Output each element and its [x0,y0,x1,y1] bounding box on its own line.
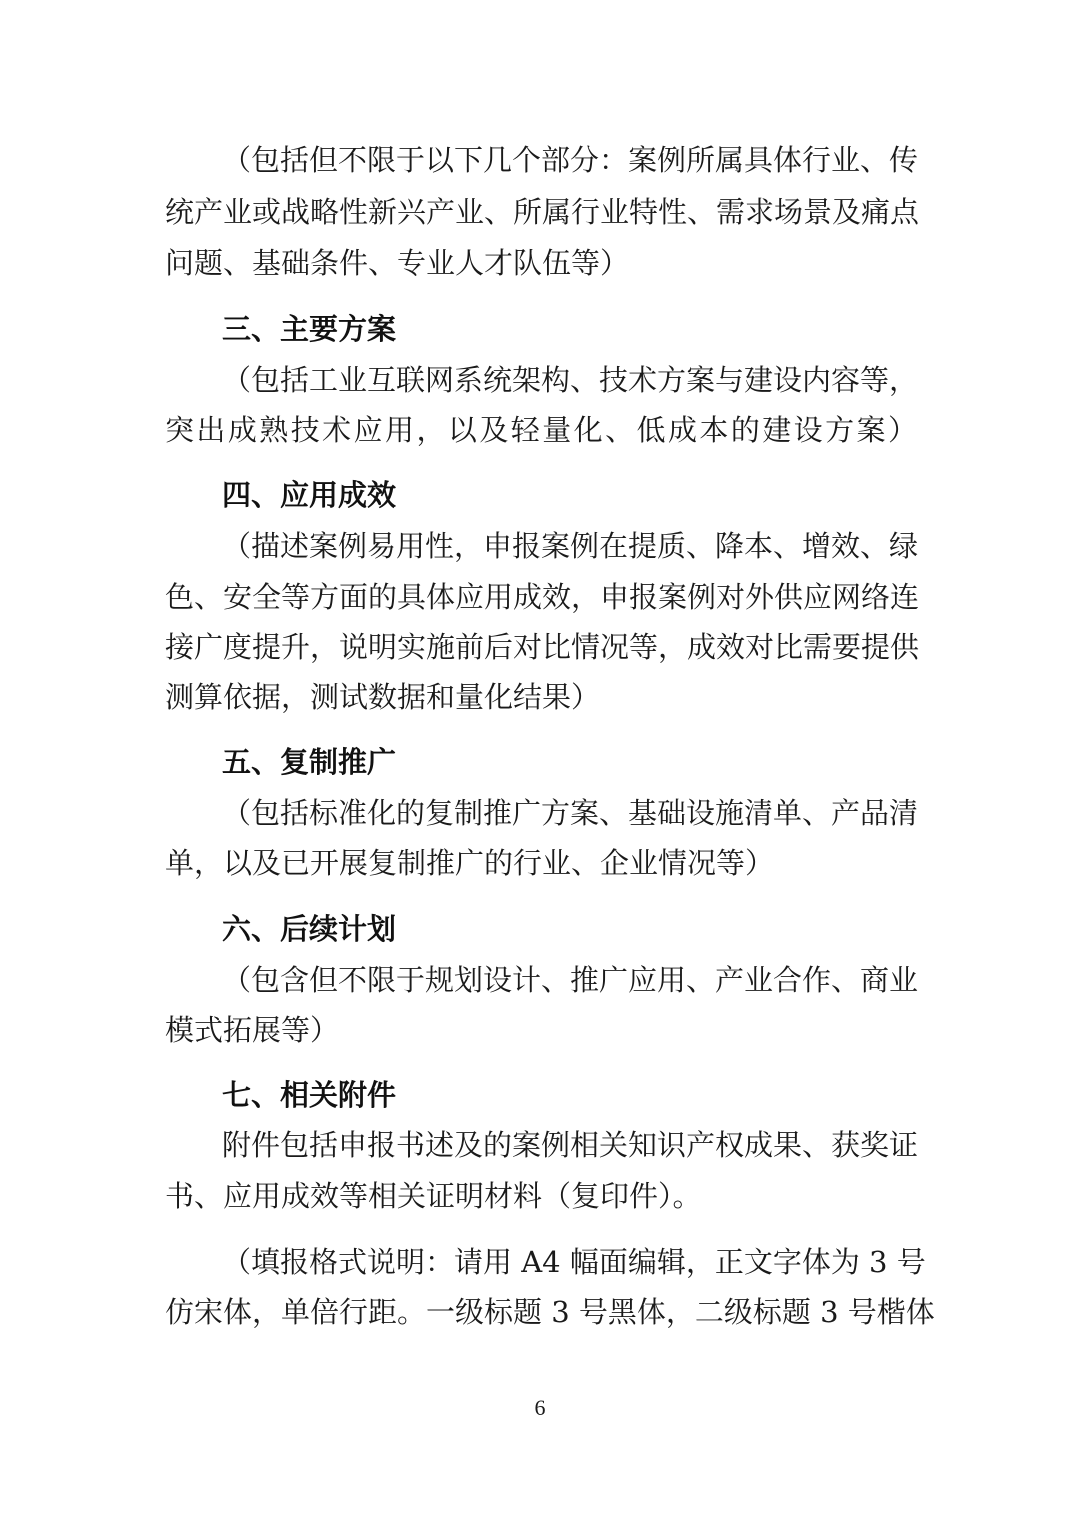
s6-line-1: （包含但不限于规划设计、推广应用、产业合作、商业 [222,963,919,997]
s6-line-2: 模式拓展等） [165,1013,340,1047]
section-heading-attachments: 七、相关附件 [222,1078,397,1112]
s4-line-2: 色、安全等方面的具体应用成效，申报案例对外供应网络连 [165,580,920,614]
s7-line-2: 书、应用成效等相关证明材料（复印件）。 [165,1179,702,1213]
format-note-line-2: 仿宋体，单倍行距。一级标题 3 号黑体，二级标题 3 号楷体 [165,1295,935,1329]
s3-line-1: （包括工业互联网系统架构、技术方案与建设内容等， [222,363,919,397]
format-note-line-1: （填报格式说明：请用 A4 幅面编辑，正文字体为 3 号 [222,1245,926,1279]
section-heading-main-plan: 三、主要方案 [222,312,397,346]
s5-line-1: （包括标准化的复制推广方案、基础设施清单、产品清 [222,796,919,830]
s4-line-4: 测算依据，测试数据和量化结果） [165,680,601,714]
intro-line-1: （包括但不限于以下几个部分：案例所属具体行业、传 [222,143,919,177]
s5-line-2: 单，以及已开展复制推广的行业、企业情况等） [165,846,775,880]
page-number: 6 [534,1395,546,1420]
section-heading-application-results: 四、应用成效 [222,478,397,512]
s4-line-3: 接广度提升，说明实施前后对比情况等，成效对比需要提供 [165,630,920,664]
s7-line-1: 附件包括申报书述及的案例相关知识产权成果、获奖证 [222,1128,919,1162]
s4-line-1: （描述案例易用性，申报案例在提质、降本、增效、绿 [222,529,919,563]
intro-line-2: 统产业或战略性新兴产业、所属行业特性、需求场景及痛点 [165,195,920,229]
section-heading-replication: 五、复制推广 [222,745,397,779]
intro-line-3: 问题、基础条件、专业人才队伍等） [165,246,630,280]
s3-line-2: 突出成熟技术应用，以及轻量化、低成本的建设方案） [165,413,917,447]
section-heading-follow-up-plan: 六、后续计划 [222,912,397,946]
